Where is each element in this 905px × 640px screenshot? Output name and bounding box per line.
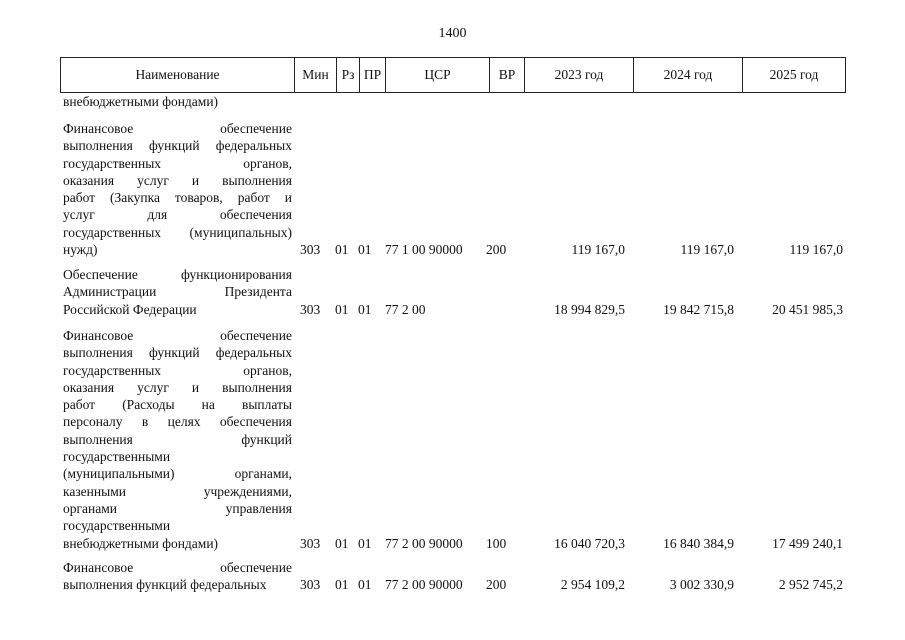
- row-name-line: Финансовое обеспечение: [63, 121, 292, 136]
- table-header: [60, 57, 846, 93]
- cell-y2023: 16 040 720,3: [554, 535, 625, 551]
- row-name-line: выполнения функций федеральных: [63, 345, 292, 361]
- cell-csr: 77 2 00 90000: [385, 535, 463, 551]
- cell-pr: 01: [358, 301, 372, 317]
- cell-csr: 77 2 00 90000: [385, 577, 463, 593]
- cell-y2025: 17 499 240,1: [772, 535, 843, 551]
- row-name-line: Администрации Президента: [63, 284, 292, 300]
- row-name-line: органами управления: [63, 500, 292, 516]
- row-name-line: государственных (муниципальных): [63, 224, 292, 240]
- cell-csr: 77 2 00: [385, 301, 426, 317]
- header-name: Наименование: [61, 58, 295, 92]
- cell-rz: 01: [335, 242, 349, 258]
- row-name-line: государственными: [63, 449, 171, 465]
- row-name: [63, 120, 292, 258]
- row-name-line: Российской Федерации: [63, 301, 197, 317]
- cell-rz: 01: [335, 535, 349, 551]
- row-name-line: услуг для обеспечения: [63, 207, 292, 223]
- cell-y2024: 19 842 715,8: [663, 301, 734, 317]
- cell-y2025: 2 952 745,2: [778, 577, 843, 593]
- header-min: Мин: [295, 58, 337, 92]
- cell-min: 303: [300, 242, 321, 258]
- cell-vr: 200: [486, 242, 507, 258]
- row-name-line: казенными учреждениями,: [63, 483, 292, 499]
- header-2025: 2025 год: [769, 67, 819, 82]
- row-name-line: Финансовое обеспечение: [63, 560, 292, 575]
- row-name-line: выполнения функций федеральных: [63, 138, 292, 154]
- row-name-line: внебюджетными фондами): [63, 94, 219, 109]
- cell-y2025: 119 167,0: [789, 242, 843, 258]
- cell-pr: 01: [358, 242, 372, 258]
- cell-y2023: 119 167,0: [571, 242, 625, 258]
- row-name-line: персоналу в целях обеспечения: [63, 414, 292, 430]
- row-name-line: оказания услуг и выполнения: [63, 379, 292, 395]
- row-name: [63, 559, 292, 594]
- cell-vr: 100: [486, 535, 507, 551]
- cell-csr: 77 1 00 90000: [385, 242, 463, 258]
- cell-pr: 01: [358, 577, 372, 593]
- cell-pr: 01: [358, 535, 372, 551]
- row-name-line: работ (Расходы на выплаты: [63, 397, 292, 413]
- page-number: 1400: [438, 26, 467, 41]
- cell-y2025: 20 451 985,3: [772, 301, 843, 317]
- cell-y2024: 3 002 330,9: [669, 577, 734, 593]
- row-name-line: работ (Закупка товаров, работ и: [63, 190, 292, 206]
- header-2024: 2024 год: [634, 58, 743, 92]
- row-name-line: нужд): [63, 242, 98, 258]
- header-rz: Рз: [337, 58, 360, 92]
- row-name: [63, 93, 292, 110]
- row-name-line: Обеспечение функционирования: [63, 267, 292, 282]
- row-name-line: внебюджетными фондами): [63, 535, 219, 551]
- cell-min: 303: [300, 577, 321, 593]
- cell-vr: 200: [486, 577, 507, 593]
- row-name-line: выполнения функций федеральных: [63, 577, 267, 593]
- row-name: [63, 327, 292, 552]
- header-vr: ВР: [490, 58, 525, 92]
- header-2023: 2023 год: [525, 58, 634, 92]
- cell-y2023: 18 994 829,5: [554, 301, 625, 317]
- cell-min: 303: [300, 301, 321, 317]
- row-name-line: (муниципальными) органами,: [63, 466, 292, 482]
- cell-min: 303: [300, 535, 321, 551]
- cell-rz: 01: [335, 577, 349, 593]
- header-csr: ЦСР: [386, 58, 490, 92]
- row-name-line: государственными: [63, 518, 171, 534]
- row-name-line: выполнения функций: [63, 431, 292, 447]
- cell-rz: 01: [335, 301, 349, 317]
- cell-y2023: 2 954 109,2: [560, 577, 625, 593]
- row-name-line: государственных органов,: [63, 155, 292, 171]
- row-name: [63, 266, 292, 318]
- cell-y2024: 16 840 384,9: [663, 535, 734, 551]
- header-pr: ПР: [360, 58, 386, 92]
- row-name-line: оказания услуг и выполнения: [63, 172, 292, 188]
- row-name-line: Финансовое обеспечение: [63, 328, 292, 343]
- cell-y2024: 119 167,0: [680, 242, 734, 258]
- row-name-line: государственных органов,: [63, 362, 292, 378]
